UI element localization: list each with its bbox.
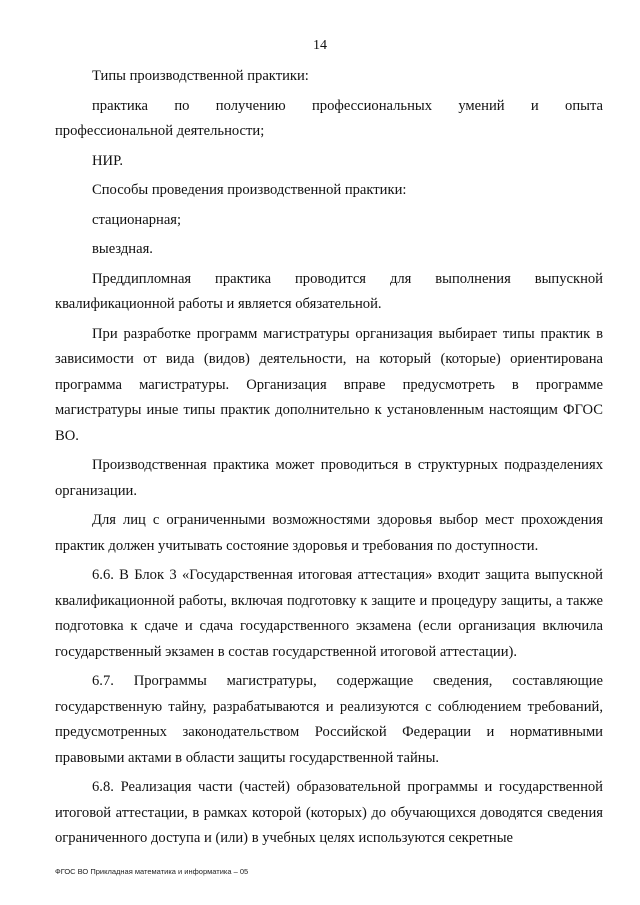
paragraph-prediploma-practice: Преддипломная практика проводится для выполнения выпускной квалификационной работы и является обязательной. (55, 270, 603, 312)
document-body (55, 64, 603, 852)
paragraph-6-6: 6.6. В Блок 3 «Государственная итоговая аттестация» входит защита выпускной квалификационной работы, включая подготовку к защите и процедуру защиты, а также подготовка к сдаче и сдача государственного экзамена (если организация включила государственный экзамен в состав государственной итоговой аттестации). (55, 567, 603, 660)
practice-type-item-1-start: практика по получению профессиональных умений и опыта (92, 97, 603, 114)
practice-type-item-2: НИР. (92, 152, 124, 169)
page-number: 14 (313, 38, 327, 53)
paragraph-program-development: При разработке программ магистратуры организация выбирает типы практик в зависимости от вида (видов) деятельности, на который (которые) ориентирована программа магистратуры. Организация вправе предусмотреть в программе магистратуры иные типы практик дополнительно к установленным настоящим ФГОС ВО. (55, 325, 603, 444)
paragraph-6-8: 6.8. Реализация части (частей) образовательной программы и государственной итоговой аттестации, в рамках которой (которых) до обучающихся доводятся сведения ограниченного доступа и (или) в учебных целях используются секретные (55, 779, 603, 846)
practice-type-item-1-end: профессиональной деятельности; (55, 123, 265, 139)
practice-types-heading: Типы производственной практики: (92, 68, 309, 84)
paragraph-structural-units: Производственная практика может проводиться в структурных подразделениях организации. (55, 457, 603, 499)
practice-method-item-1: стационарная; (92, 211, 182, 228)
practice-methods-heading: Способы проведения производственной практики: (92, 182, 407, 198)
practice-method-item-2: выездная. (92, 241, 153, 257)
paragraph-6-7: 6.7. Программы магистратуры, содержащие сведения, составляющие государственную тайну, разрабатываются и реализуются с соблюдением требований, предусмотренных законодательством Российской Федерации и нормативными правовыми актами в области защиты государственной тайны. (55, 673, 603, 766)
page-footer: ФГОС ВО Прикладная математика и информатика – 05 (55, 867, 249, 876)
paragraph-disabilities: Для лиц с ограниченными возможностями здоровья выбор мест прохождения практик должен учитывать состояние здоровья и требования по доступности. (55, 512, 603, 554)
